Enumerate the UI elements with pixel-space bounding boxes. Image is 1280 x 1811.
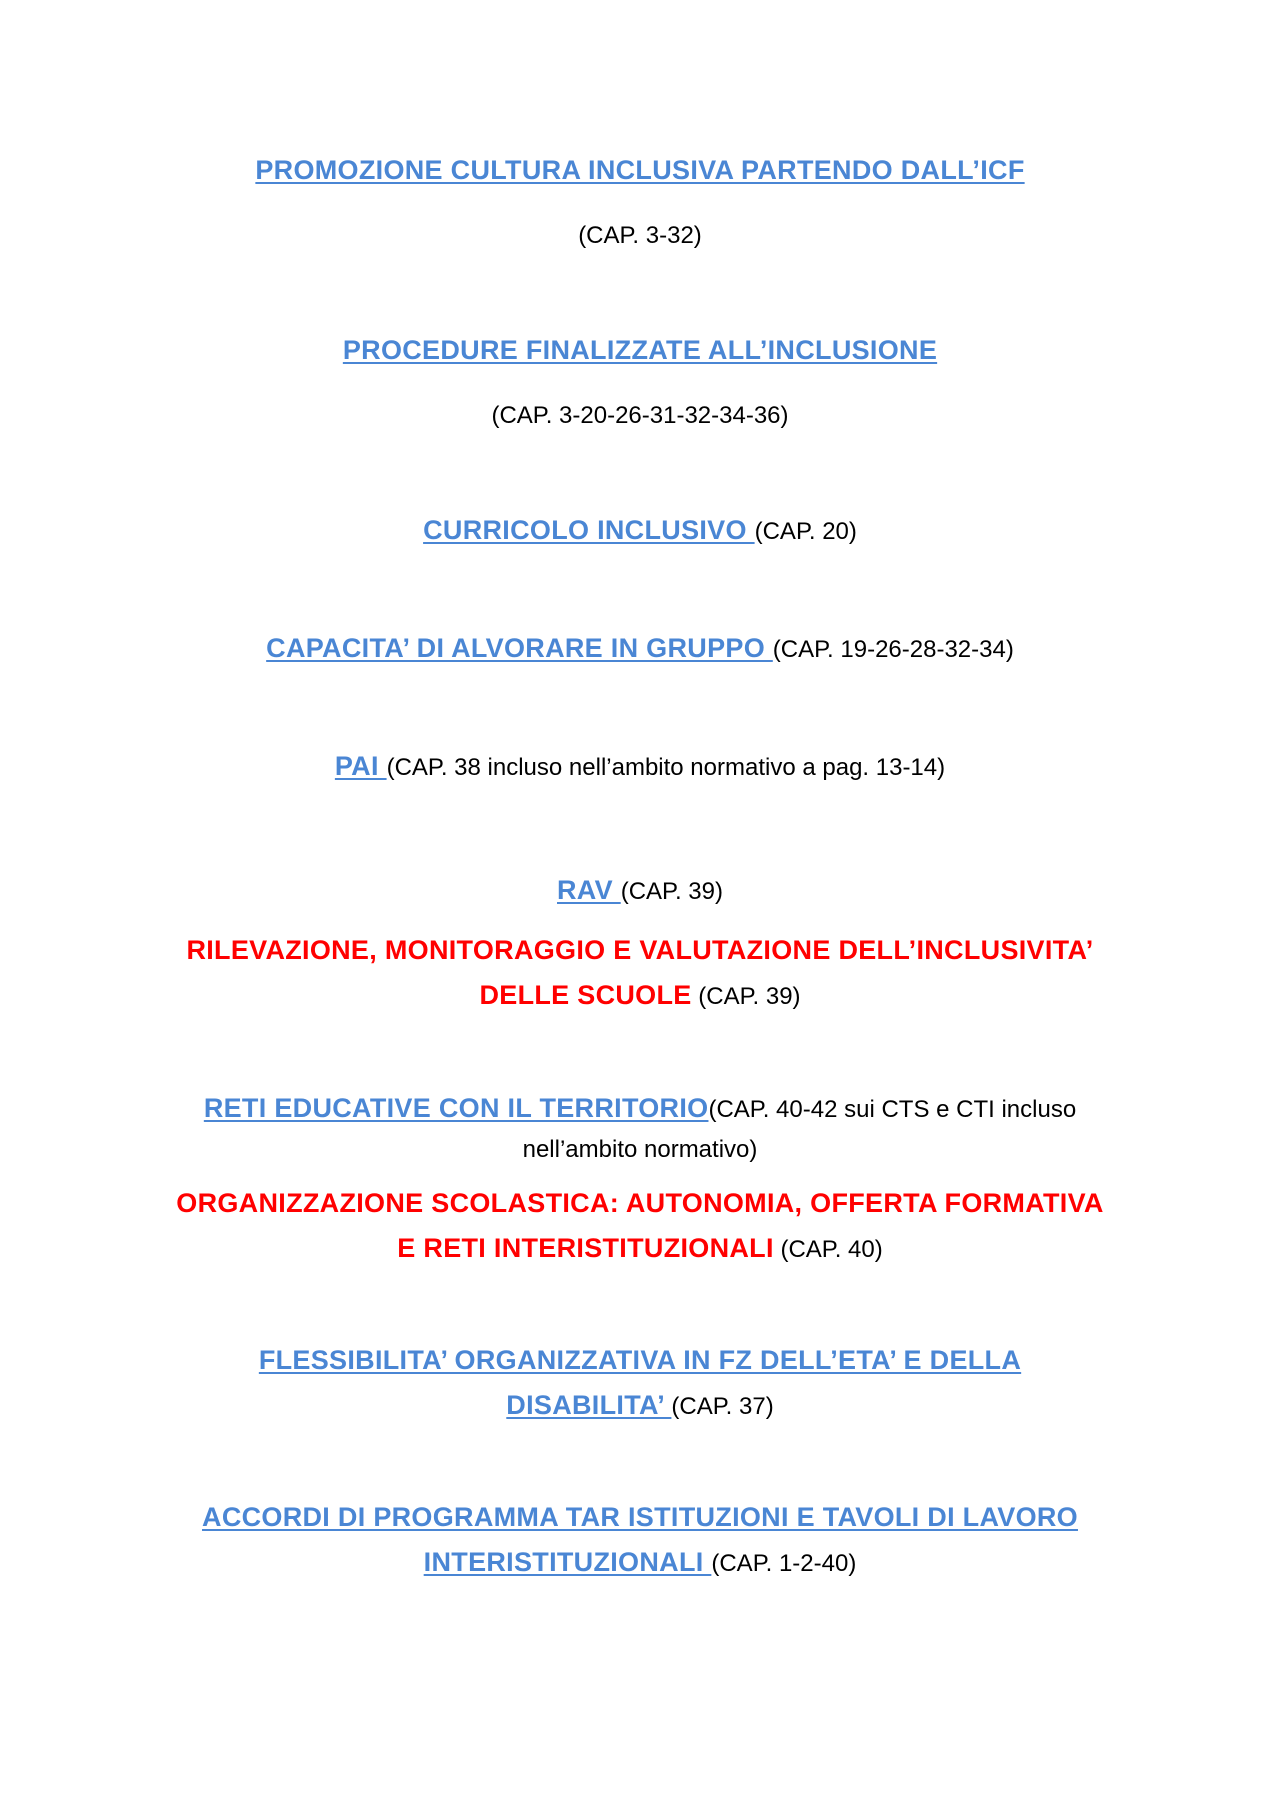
- red-heading-rilevazione-line2: DELLE SCUOLE: [479, 980, 692, 1010]
- heading-link-pai[interactable]: PAI: [334, 751, 387, 781]
- chapter-ref: (CAP. 3-32): [578, 222, 702, 249]
- section-flessibilita: [110, 1340, 1170, 1430]
- chapter-ref: (CAP. 20): [754, 518, 857, 545]
- chapter-ref-continued: nell’ambito normativo): [522, 1136, 758, 1163]
- heading-link-rav[interactable]: RAV: [557, 875, 621, 905]
- red-heading-organizzazione: ORGANIZZAZIONE SCOLASTICA: AUTONOMIA, OFFERTA FORMATIVA: [176, 1188, 1104, 1218]
- chapter-ref: (CAP. 37): [671, 1393, 774, 1420]
- section-curricolo: [110, 510, 1170, 555]
- heading-link-reti[interactable]: RETI EDUCATIVE CON IL TERRITORIO: [203, 1093, 709, 1123]
- chapter-ref: (CAP. 38 incluso nell’ambito normativo a pag. 13-14): [386, 754, 946, 781]
- heading-link-accordi-line2[interactable]: INTERISTITUZIONALI: [423, 1547, 712, 1577]
- chapter-ref: (CAP. 19-26-28-32-34): [772, 636, 1014, 663]
- section-capacita: [110, 628, 1170, 673]
- chapter-ref: (CAP. 1-2-40): [711, 1550, 857, 1577]
- heading-link-flessibilita-line2[interactable]: DISABILITA’: [506, 1390, 672, 1420]
- red-heading-organizzazione-line2: E RETI INTERISTITUZIONALI: [397, 1233, 774, 1263]
- section-procedure: [110, 330, 1170, 439]
- heading-link-promozione[interactable]: PROMOZIONE CULTURA INCLUSIVA PARTENDO DALL’ICF: [255, 155, 1025, 185]
- section-promozione: [110, 150, 1170, 259]
- red-heading-rilevazione: RILEVAZIONE, MONITORAGGIO E VALUTAZIONE DELL’INCLUSIVITA’: [186, 935, 1094, 965]
- heading-link-curricolo[interactable]: CURRICOLO INCLUSIVO: [423, 515, 755, 545]
- heading-link-procedure[interactable]: PROCEDURE FINALIZZATE ALL’INCLUSIONE: [342, 335, 938, 365]
- chapter-ref: (CAP. 3-20-26-31-32-34-36): [491, 402, 789, 429]
- section-rilevazione: [110, 930, 1170, 1020]
- chapter-ref: (CAP. 40): [773, 1236, 883, 1263]
- section-accordi: [110, 1497, 1170, 1587]
- chapter-ref: (CAP. 39): [620, 878, 723, 905]
- chapter-ref: (CAP. 39): [691, 983, 801, 1010]
- section-organizzazione: [110, 1183, 1170, 1273]
- heading-link-accordi[interactable]: ACCORDI DI PROGRAMMA TAR ISTITUZIONI E TAVOLI DI LAVORO: [202, 1502, 1078, 1532]
- chapter-ref: (CAP. 40-42 sui CTS e CTI incluso: [708, 1096, 1077, 1123]
- section-reti: [110, 1090, 1170, 1171]
- heading-link-flessibilita[interactable]: FLESSIBILITA’ ORGANIZZATIVA IN FZ DELL’ETA’ E DELLA: [258, 1345, 1022, 1375]
- section-rav: [110, 870, 1170, 915]
- heading-link-capacita[interactable]: CAPACITA’ DI ALVORARE IN GRUPPO: [266, 633, 773, 663]
- section-pai: [110, 746, 1170, 791]
